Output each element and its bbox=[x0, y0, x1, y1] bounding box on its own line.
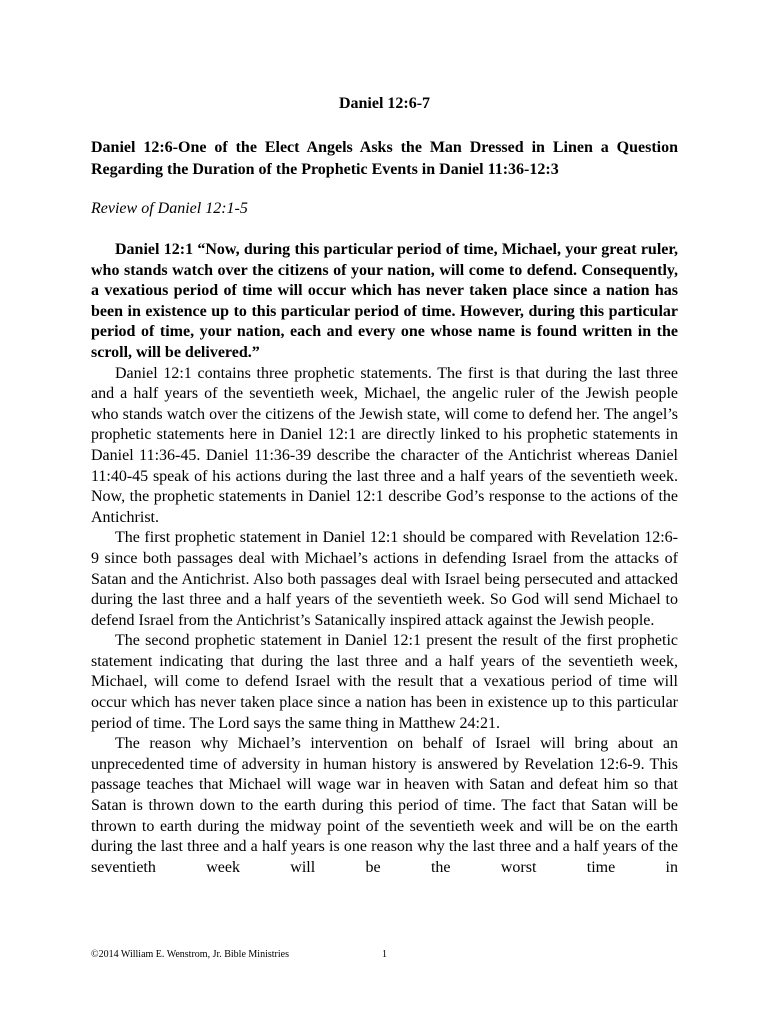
page-footer bbox=[91, 948, 678, 962]
page-title: Daniel 12:6-7 bbox=[338, 95, 431, 112]
footer-page-number: 1 bbox=[382, 949, 387, 960]
verse-paragraph: Daniel 12:1 “Now, during this particular period of time, Michael, your great ruler, who stands watch over the citizens of your nation, will come to defend. Consequently, a vexatious period of time will occur which has never taken place since a nation has been in existence up to this particular period of time. However, during this particular period of time, your nation, each and every one whose name is found written in the scroll, will be delivered.” bbox=[91, 241, 678, 361]
body-paragraph: The first prophetic statement in Daniel 12:1 should be compared with Revelation 12:6-9 since both passages deal with Michael’s actions in defending Israel from the attacks of Satan and the Antichrist. Also both passages deal with Israel being persecuted and attacked during the last three and a half years of the seventieth week. So God will send Michael to defend Israel from the Antichrist’s Satanically inspired attack against the Jewish people. bbox=[91, 529, 678, 629]
footer-copyright: ©2014 William E. Wenstrom, Jr. Bible Ministries bbox=[91, 949, 289, 960]
section-heading: Daniel 12:6-One of the Elect Angels Asks the Man Dressed in Linen a Question Regarding the Duration of the Prophetic Events in Daniel 11:36-12:3 bbox=[91, 139, 678, 178]
body-paragraph: Daniel 12:1 contains three prophetic statements. The first is that during the last three and a half years of the seventieth week, Michael, the angelic ruler of the Jewish people who stands watch over the citizens of the Jewish state, will come to defend her. The angel’s prophetic statements here in Daniel 12:1 are directly linked to his prophetic statements in Daniel 11:36-45. Daniel 11:36-39 describe the character of the Antichrist whereas Daniel 11:40-45 speak of his actions during the last three and a half years of the seventieth week. Now, the prophetic statements in Daniel 12:1 describe God’s response to the actions of the Antichrist. bbox=[91, 364, 678, 526]
body-paragraph: The reason why Michael’s intervention on behalf of Israel will bring about an unprecedented time of adversity in human history is answered by Revelation 12:6-9. This passage teaches that Michael will wage war in heaven with Satan and defeat him so that Satan is thrown down to the earth during this period of time. The fact that Satan will be thrown to earth during the midway point of the seventieth week and will be on the earth during the last three and a half years is one reason why the last three and a half years of the seventieth week will be the worst time in bbox=[91, 735, 678, 876]
review-heading: Review of Daniel 12:1-5 bbox=[91, 200, 248, 217]
document-page bbox=[91, 0, 678, 1024]
body-paragraph: The second prophetic statement in Daniel 12:1 present the result of the first prophetic statement indicating that during the last three and a half years of the seventieth week, Michael, will come to defend Israel with the result that a vexatious period of time will occur which has never taken place since a nation has been in existence up to this particular period of time. The Lord says the same thing in Matthew 24:21. bbox=[91, 632, 678, 732]
body-text bbox=[91, 240, 678, 878]
